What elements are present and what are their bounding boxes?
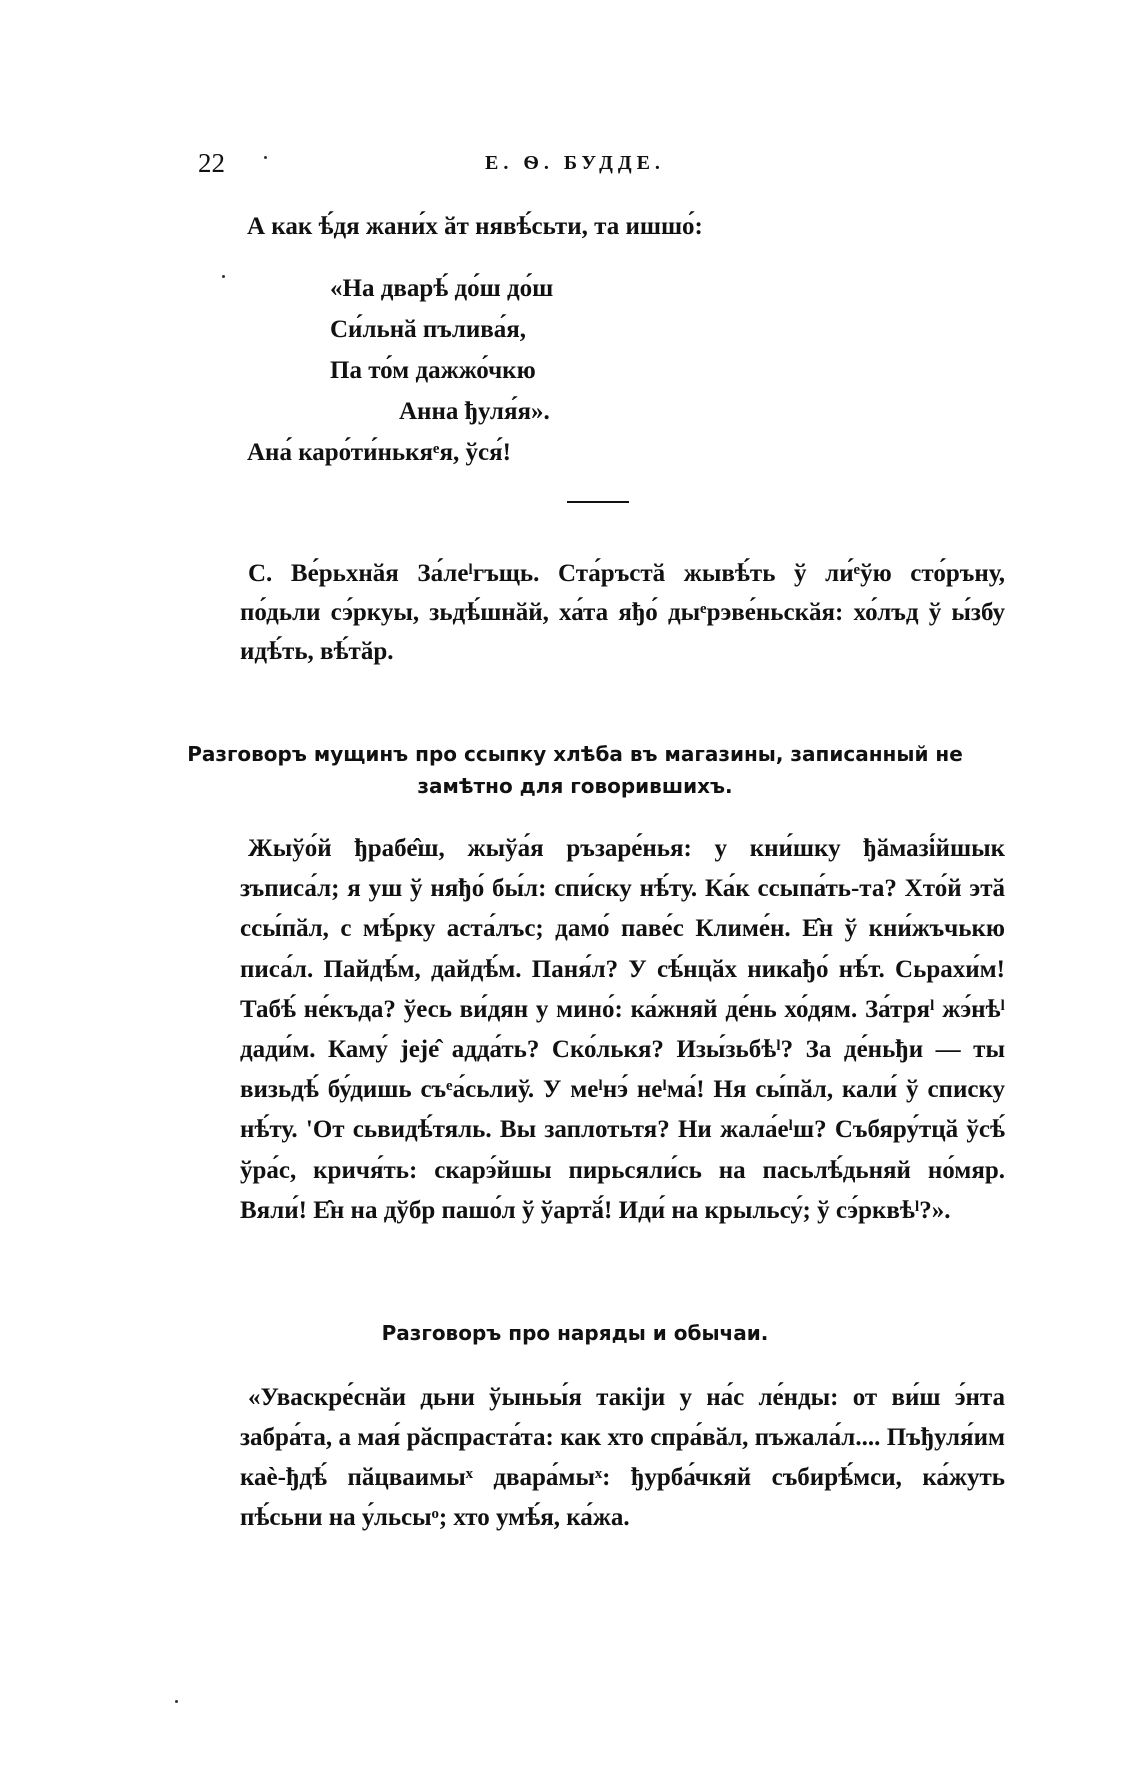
print-speck	[175, 1700, 178, 1703]
running-head-title: Е. Ѳ. БУДДЕ.	[485, 152, 665, 174]
poem-line: Ана́ каро́ти́нькяᵉя, ўся́!	[247, 439, 511, 466]
section-heading-grain: Разговоръ мущинъ про ссыпку хлѣба въ магазины, записанный не замѣтно для говорившихъ.	[187, 742, 963, 798]
poem-block	[247, 268, 553, 473]
poem-line: Анна ђуля́я».	[399, 398, 550, 425]
print-speck	[222, 275, 225, 278]
page-number: 22	[198, 148, 225, 178]
dialogue-paragraph: Жыўо́й ђрабе̂ш, жыўа́я ръзаре́нья: у кни́шку ђӑмазі́йшык зъписа́л; я уш ў няђо́ бы́л: спи́ску нѣ́ту. Ка́к ссыпа́ть-та? Хто́й этӑ ссы́пӑл, с мѣ́рку аста́лъс; дамо́ паве́с Климе́н. Е̂н ў кни́жъчькю писа́л. Пайдѣ́м, дайдѣ́м. Паня́л? У сѣ́нцӑх никађо́ нѣ́т. Сьрахи́м! Табѣ́ не́къда? ўесь ви́дян у мино́: ка́жняй де́нь хо́дям. За́тряˡ жэ́нѣˡ дади́м. Каму́ јеје̂ адда́ть? Ско́лькя? Изы́зьбѣˡ? За де́ньђи — ты визьдѣ́ бу́дишь съᵉа́сьлиў. У меˡнэ́ неˡма́! Ня сы́пӑл, кали́ ў списку нѣ́ту. 'От сьвидѣ́тяль. Вы заплотьтя? Ни жала́еˡш? Събяру́тцӑ ўсѣ́ ўра́с, кричя́ть: скарэ́йшы пирьсяли́сь на пасьлѣ́дьняй но́мяр. Вяли́! Е̂н на дўбр пашо́л ў ўартӑ́! Иди́ на крыльсу́; ў сэ́рквѣˡ?».	[240, 835, 1005, 1224]
intro-line: А как ѣ́дя жани́х ӑт нявѣ́сьти, та ишшо́:	[247, 213, 703, 240]
poem-line: Па то́м дажжо́чкю	[330, 357, 536, 384]
section-heading-customs: Разговоръ про наряды и обычаи.	[381, 1321, 769, 1345]
running-head	[198, 148, 968, 188]
print-speck	[264, 156, 267, 159]
poem-line: «На дварѣ́ до́ш до́ш	[330, 275, 554, 302]
section-c-paragraph: С. Ве́рьхнӑя За́леˡгъщь. Ста́ръстӑ жывѣ́ть ў ли́ᵉўю сто́ръну, по́дьли сэ́ркуы, зьдѣ́шнӑй, ха́та яђо́ дыᵉрэве́ньскӑя: хо́лъд ў ы́збу идѣ́ть, вѣ́тӑр.	[240, 560, 1005, 665]
section-divider	[567, 501, 629, 503]
poem-line: Си́льнӑ пълива́я,	[330, 316, 527, 343]
customs-paragraph: «Уваскре́снӑи дьни ўыньы́я такіји у на́с ле́нды: от ви́ш э́нта забра́та, а мая́ рӑспраста́та: как хто спра́вӑл, пъжала́л.... Пъђуля́им каѐ-ђдѣ́ пӑцваимыˣ двара́мыˣ: ђурба́чкяй събирѣ́мси, ка́жуть пѣ́сьни на у́льсыᵒ; хто умѣ́я, ка́жа.	[240, 1384, 1005, 1531]
